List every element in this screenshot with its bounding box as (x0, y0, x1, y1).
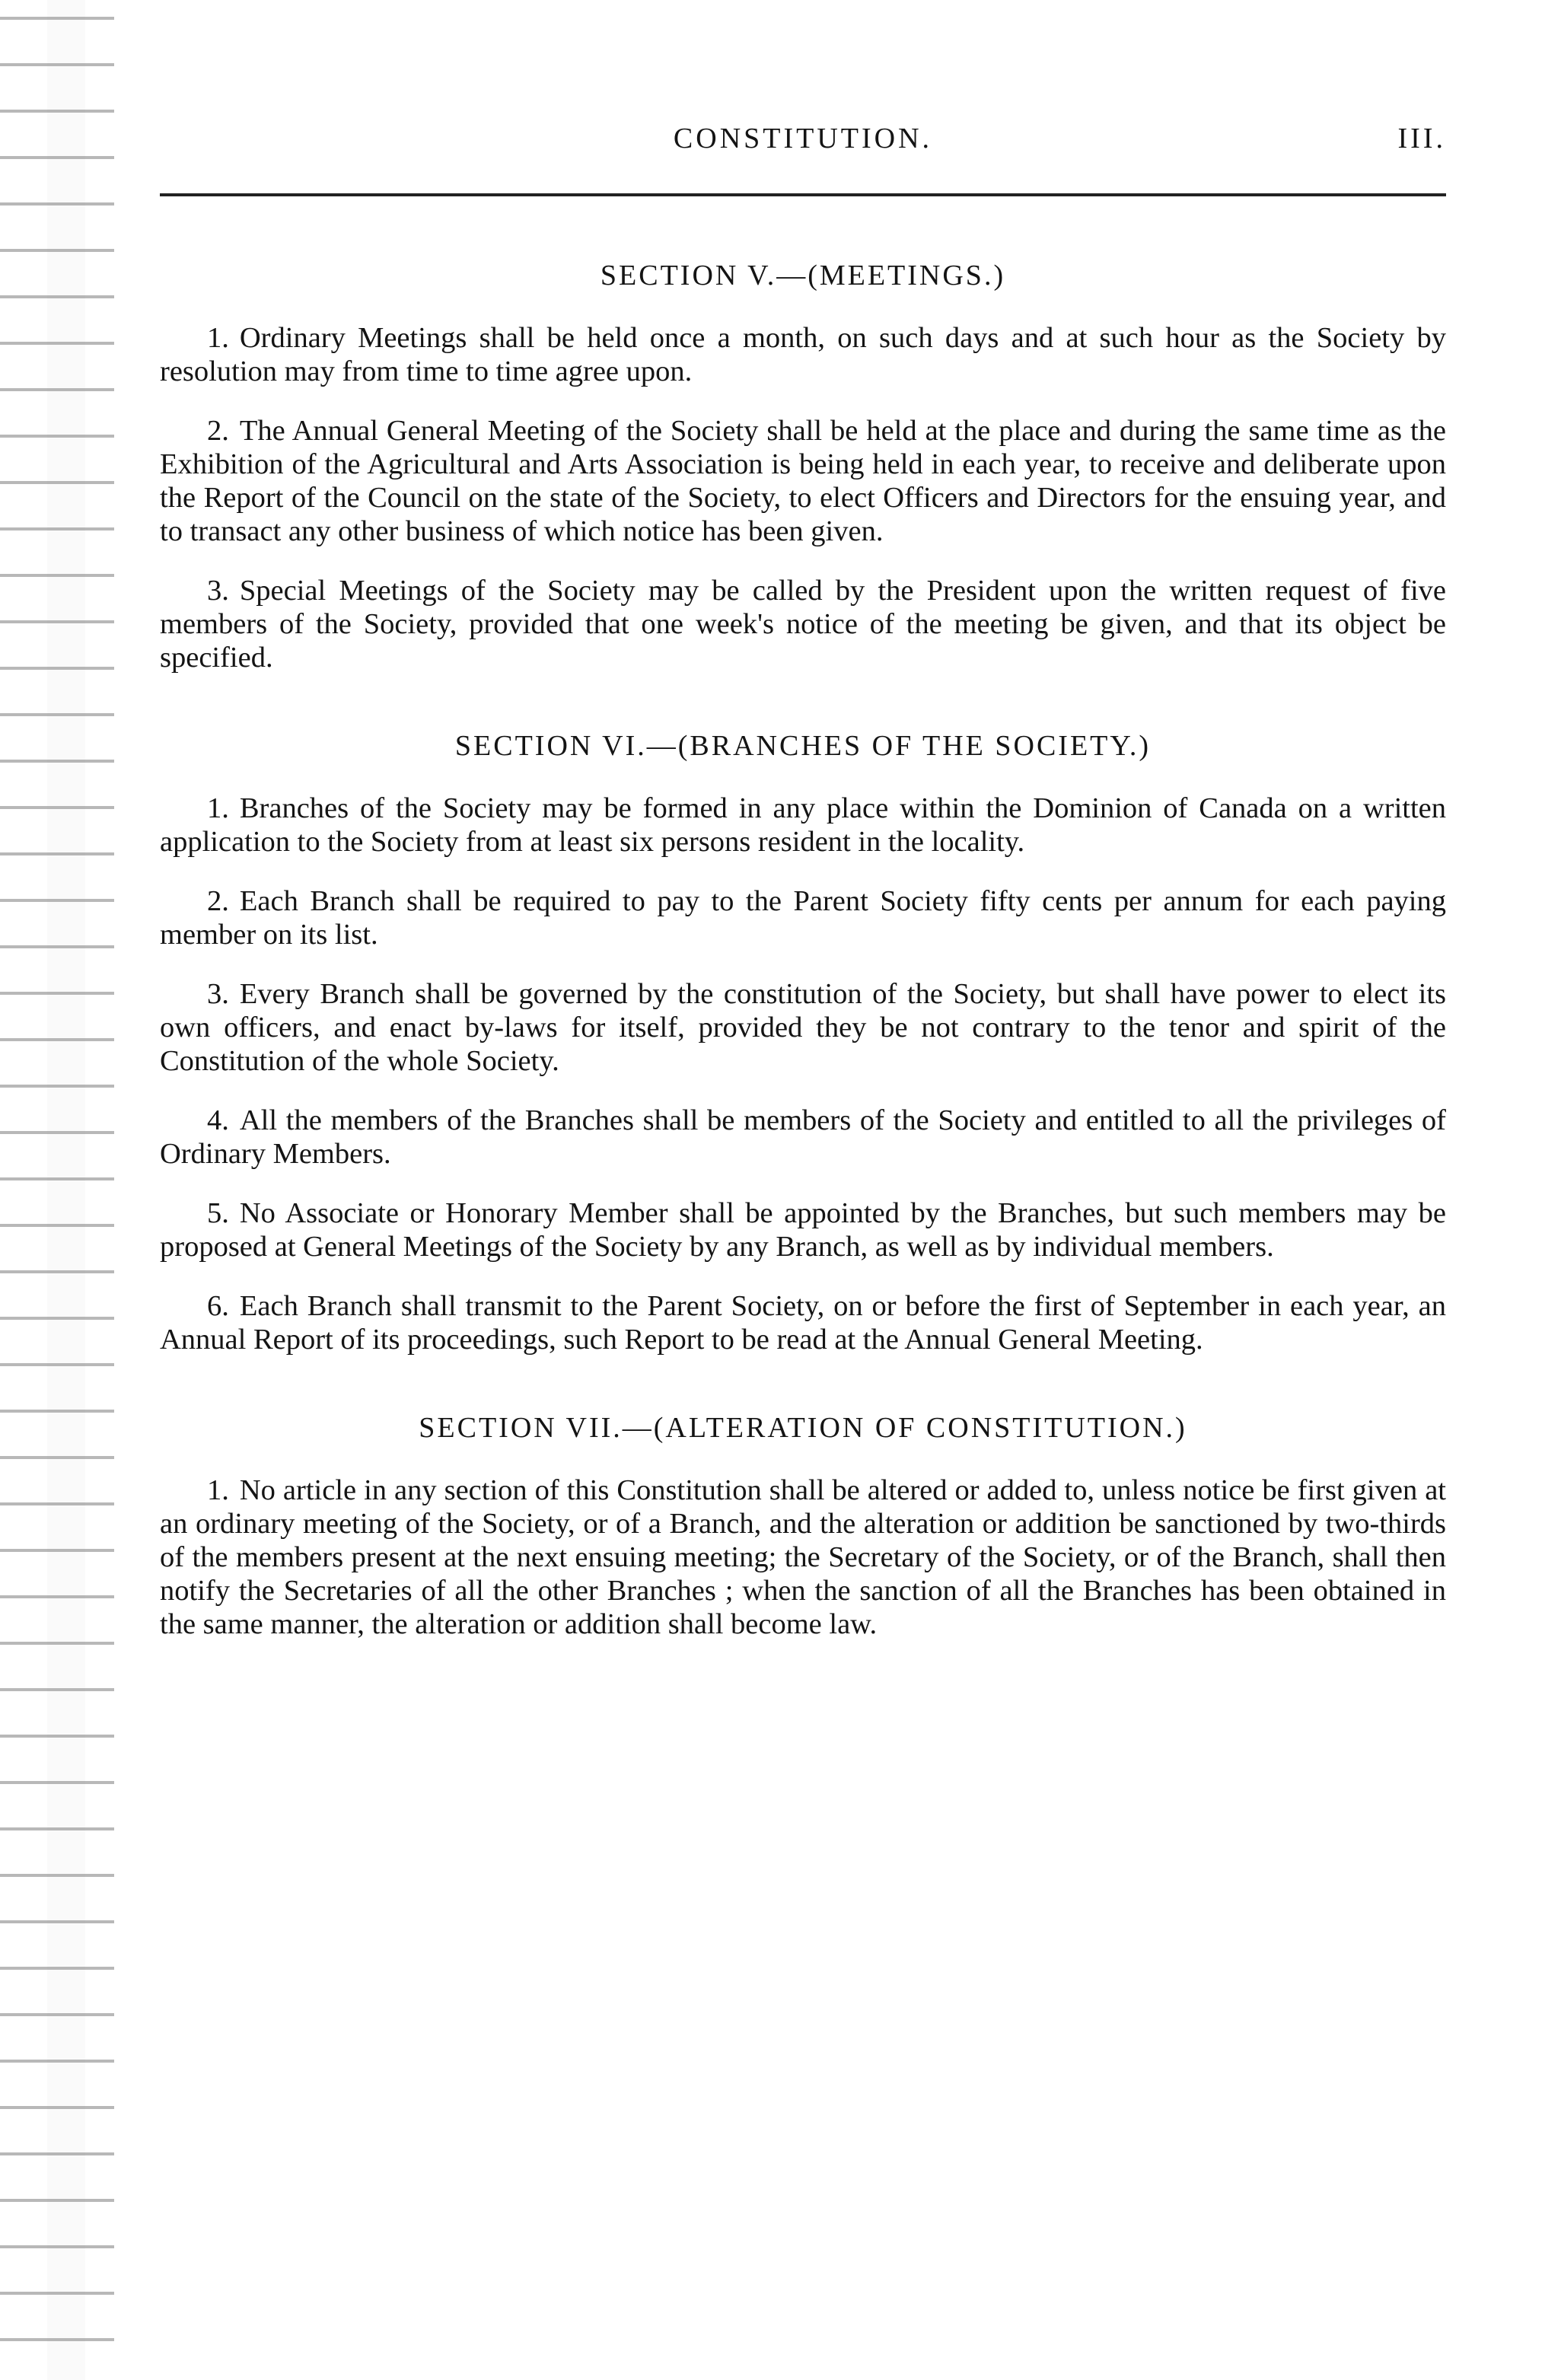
paragraph-number: 6. (207, 1290, 229, 1322)
section-alteration (160, 1411, 1446, 1641)
paragraph-text: All the members of the Branches shall be members of the Society and entitled to all the privileges of Ordinary Members. (160, 1104, 1446, 1170)
paragraph-number: 4. (207, 1104, 229, 1136)
paragraph-number: 3. (207, 978, 229, 1010)
paragraph (160, 1289, 1446, 1356)
paragraph-text: The Annual General Meeting of the Society shall be held at the place and during the same time as the Exhibition of the Agricultural and Arts Association is being held in each year, to receive and deliberate upon the Report of the Council on the state of the Society, to elect Officers and Directors for the ensuing year, and to transact any other business of which notice has been given. (160, 415, 1446, 547)
paragraph-text: Special Meetings of the Society may be called by the President upon the written request of five members of the Society, provided that one week's notice of the meeting be given, and that its object be specified. (160, 575, 1446, 674)
paragraph-text: Each Branch shall be required to pay to the Parent Society fifty cents per annum for each paying member on its list. (160, 885, 1446, 951)
section-heading: SECTION V.—(MEETINGS.) (600, 260, 1006, 292)
paragraph (160, 1196, 1446, 1263)
running-title: CONSTITUTION. (673, 123, 933, 155)
paragraph-number: 5. (207, 1197, 229, 1229)
paragraph-text: Branches of the Society may be formed in any place within the Dominion of Canada on a written application to the Society from at least six persons resident in the locality. (160, 792, 1446, 858)
paragraph-number: 2. (207, 415, 229, 447)
page-number: III. (1397, 123, 1446, 155)
paragraph-text: Ordinary Meetings shall be held once a month, on such days and at such hour as the Society by resolution may from time to time agree upon. (160, 322, 1446, 387)
paragraph-number: 1. (207, 792, 229, 824)
paragraph (160, 414, 1446, 548)
paragraph-text: Every Branch shall be governed by the constitution of the Society, but shall have power to elect its own officers, and enact by-laws for itself, provided they be not contrary to the tenor and spirit of the Constitution of the whole Society. (160, 978, 1446, 1077)
paragraph-number: 3. (207, 575, 229, 607)
paragraph (160, 977, 1446, 1078)
paragraph-number: 2. (207, 885, 229, 917)
paragraph (160, 792, 1446, 859)
section-heading: SECTION VI.—(BRANCHES OF THE SOCIETY.) (454, 730, 1152, 762)
header-rule (160, 193, 1446, 196)
paragraph-number: 1. (207, 1474, 229, 1506)
paragraph (160, 884, 1446, 951)
paragraph-text: No Associate or Honorary Member shall be appointed by the Branches, but such members may be proposed at General Meetings of the Society by any Branch, as well as by individual members. (160, 1197, 1446, 1263)
paragraph (160, 574, 1446, 674)
section-branches (160, 729, 1446, 1356)
paragraph-number: 1. (207, 322, 229, 354)
paragraph-text: No article in any section of this Constitution shall be altered or added to, unless notice be first given at an ordinary meeting of the Society, or of a Branch, and the alteration or addition be sanctioned by two-thirds of the members present at the next ensuing meeting; the Secretary of the Society, or of the Branch, shall then notify the Secretaries of all the other Branches ; when the sanction of all the Branches has been obtained in the same manner, the alteration or addition shall become law. (160, 1474, 1446, 1640)
paragraph (160, 321, 1446, 388)
document-page (160, 122, 1446, 1667)
paragraph (160, 1474, 1446, 1641)
paragraph (160, 1104, 1446, 1171)
paragraph-text: Each Branch shall transmit to the Parent Society, on or before the first of September in each year, an Annual Report of its proceedings, such Report to be read at the Annual General Meeting. (160, 1290, 1446, 1356)
section-meetings (160, 259, 1446, 674)
page-binding-edge (0, 0, 114, 2380)
section-heading: SECTION VII.—(ALTERATION OF CONSTITUTION.) (419, 1412, 1187, 1444)
running-head (160, 122, 1446, 167)
